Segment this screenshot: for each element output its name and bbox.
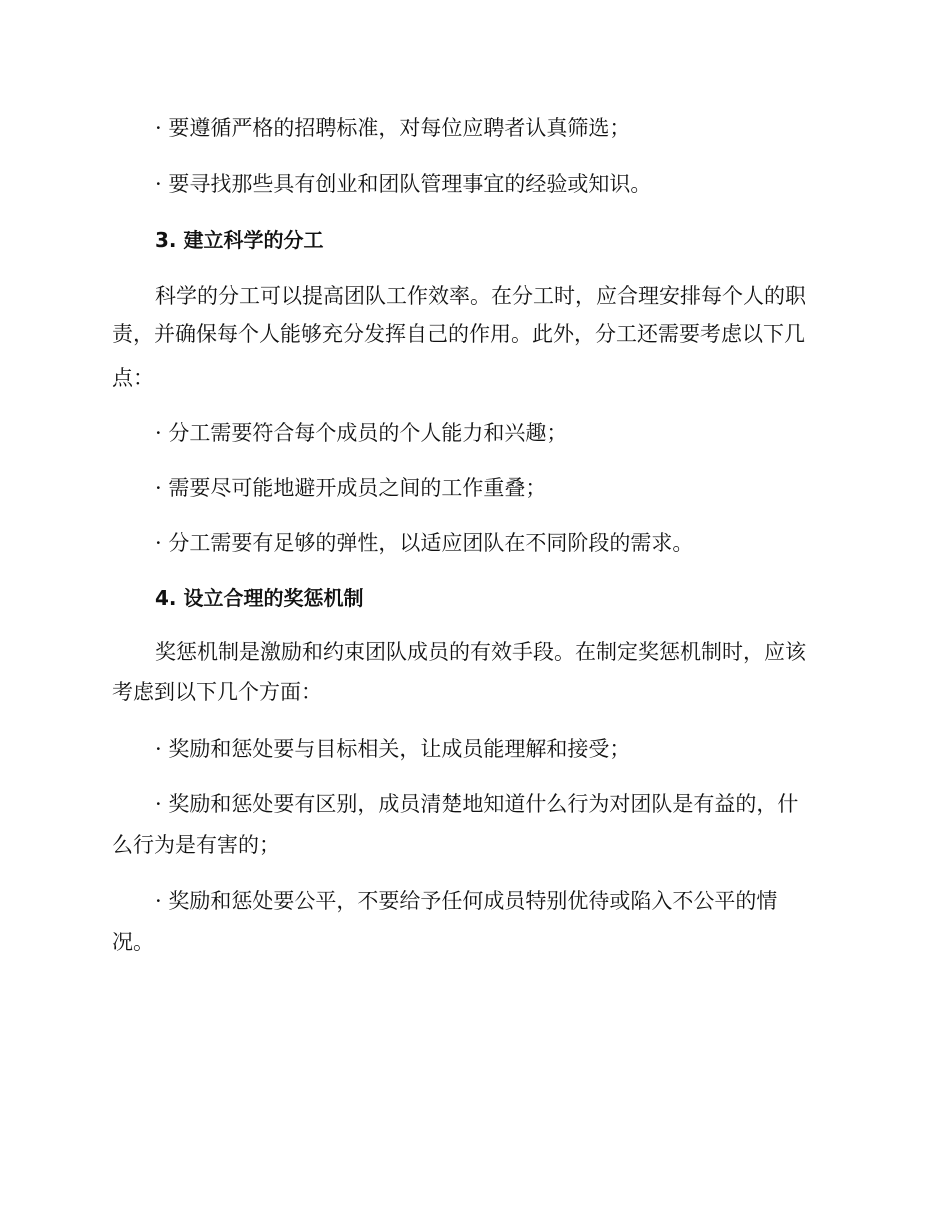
section-heading-4: 4. 设立合理的奖惩机制 bbox=[155, 586, 364, 610]
section3-bullet-3: · 分工需要有足够的弹性，以适应团队在不同阶段的需求。 bbox=[155, 531, 694, 555]
section4-bullet-3-line-2: 况。 bbox=[112, 930, 154, 954]
section3-paragraph-line-1: 科学的分工可以提高团队工作效率。在分工时，应合理安排每个人的职 bbox=[155, 284, 806, 308]
section4-paragraph-line-2: 考虑到以下几个方面： bbox=[112, 680, 322, 704]
section4-bullet-2-line-2: 么行为是有害的； bbox=[112, 833, 280, 857]
section-heading-3: 3. 建立科学的分工 bbox=[155, 228, 324, 252]
section3-paragraph-line-2: 责，并确保每个人能够充分发挥自己的作用。此外，分工还需要考虑以下几 bbox=[112, 322, 805, 346]
section3-bullet-2: · 需要尽可能地避开成员之间的工作重叠； bbox=[155, 476, 547, 500]
section4-paragraph-line-1: 奖惩机制是激励和约束团队成员的有效手段。在制定奖惩机制时，应该 bbox=[155, 640, 806, 664]
bullet-seek-experience: · 要寻找那些具有创业和团队管理事宜的经验或知识。 bbox=[155, 172, 652, 196]
section4-bullet-2-line-1: · 奖励和惩处要有区别，成员清楚地知道什么行为对团队是有益的，什 bbox=[155, 792, 799, 816]
section3-paragraph-line-3: 点： bbox=[112, 366, 154, 390]
section4-bullet-3-line-1: · 奖励和惩处要公平，不要给予任何成员特别优待或陷入不公平的情 bbox=[155, 889, 778, 913]
bullet-strict-recruitment: · 要遵循严格的招聘标准，对每位应聘者认真筛选； bbox=[155, 116, 631, 140]
section4-bullet-1: · 奖励和惩处要与目标相关，让成员能理解和接受； bbox=[155, 737, 631, 761]
section3-bullet-1: · 分工需要符合每个成员的个人能力和兴趣； bbox=[155, 421, 568, 445]
